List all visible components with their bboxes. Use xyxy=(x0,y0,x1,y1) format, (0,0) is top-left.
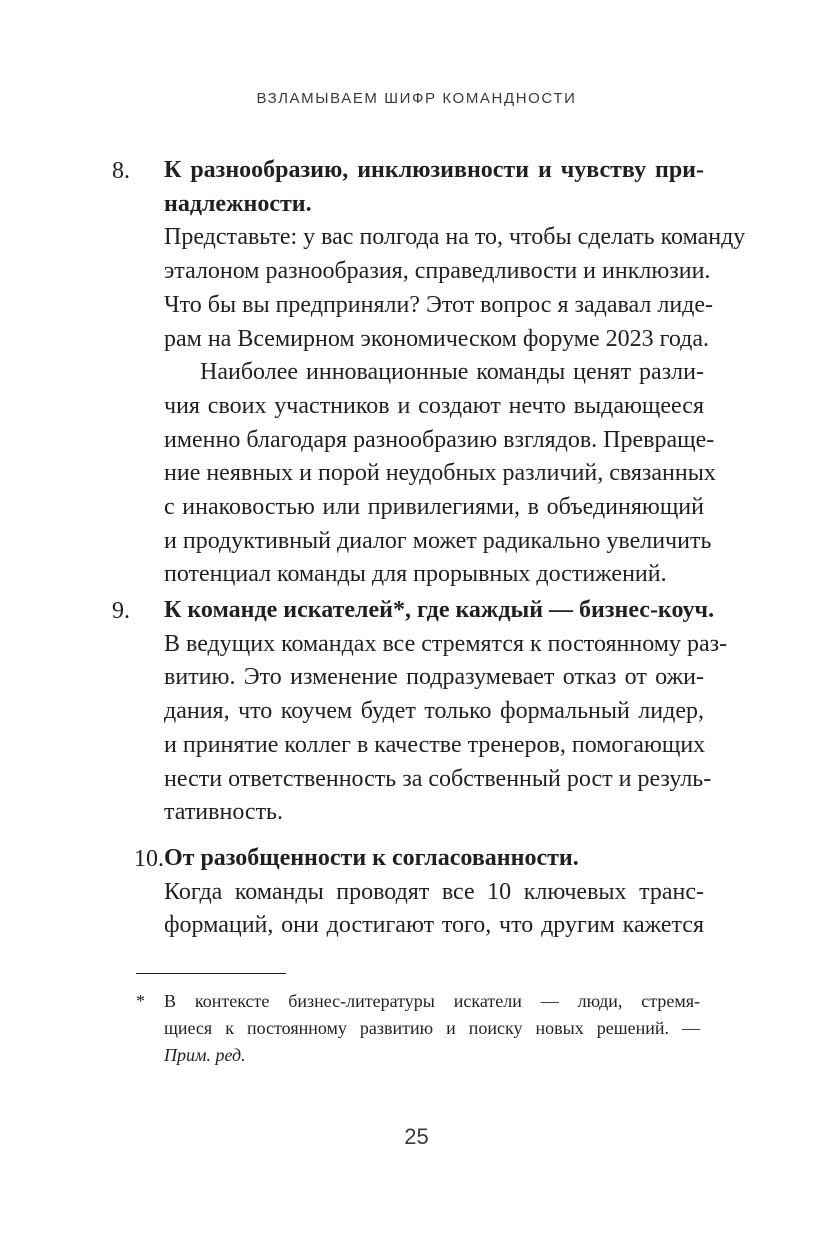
body-line: тативность. xyxy=(164,799,284,826)
body-line: именно благодаря разнообразию взглядов. Превраще- xyxy=(164,426,715,453)
body-line: В ведущих командах все стремятся к постоянному раз- xyxy=(164,630,728,657)
item-number: 10. xyxy=(134,846,164,872)
item-title-line: К команде искателей*, где каждый — бизнес-коуч. xyxy=(164,597,715,623)
body-line: дания, что коучем будет только формальный лидер, xyxy=(164,698,704,725)
body-line: потенциал команды для прорывных достижений. xyxy=(164,561,667,588)
item-body xyxy=(164,842,704,943)
item-title-line: От разобщенности к согласованности. xyxy=(164,845,579,871)
item-body xyxy=(164,594,728,830)
footnote-divider xyxy=(136,973,286,974)
body-line: чия своих участников и создают нечто выдающееся xyxy=(164,392,704,419)
body-line: витию. Это изменение подразумевает отказ от ожи- xyxy=(164,664,704,691)
item-number: 8. xyxy=(112,158,130,184)
body-line: Что бы вы предприняли? Этот вопрос я задавал лиде- xyxy=(164,291,714,318)
footnote-body xyxy=(164,988,700,1069)
footnote-mark: * xyxy=(136,991,145,1011)
body-line: Наиболее инновационные команды ценят разли- xyxy=(200,359,704,386)
footnote-line: щиеся к постоянному развитию и поиску новых решений. — xyxy=(164,1018,700,1038)
body-line: с инаковостью или привилегиями, в объединяющий xyxy=(164,494,704,521)
running-head: ВЗЛАМЫВАЕМ ШИФР КОМАНДНОСТИ xyxy=(256,90,577,107)
footnote-editor-note: Прим. ред. xyxy=(164,1045,246,1065)
page-number: 25 xyxy=(404,1124,429,1149)
footnote-line: В контексте бизнес-литературы искатели — люди, стремя- xyxy=(164,991,700,1011)
footnote xyxy=(136,988,700,1069)
body-line: Представьте: у вас полгода на то, чтобы сделать команду xyxy=(164,224,746,251)
item-title-line: надлежности. xyxy=(164,190,312,217)
body-line: Когда команды проводят все 10 ключевых транс- xyxy=(164,878,704,905)
list-item-8 xyxy=(112,154,746,592)
body-line: и принятие коллег в качестве тренеров, помогающих xyxy=(164,731,706,758)
body-line: нести ответственность за собственный рост и резуль- xyxy=(164,765,712,792)
body-line: рам на Всемирном экономическом форуме 2023 года. xyxy=(164,325,710,352)
item-title-line: К разнообразию, инклюзивности и чувству при- xyxy=(164,157,704,183)
body-line: ние неявных и порой неудобных различий, связанных xyxy=(164,460,716,487)
list-item-10 xyxy=(112,842,704,943)
body-line: формаций, они достигают того, что другим кажется xyxy=(164,912,704,939)
item-body xyxy=(164,154,746,592)
body-line: эталоном разнообразия, справедливости и инклюзии. xyxy=(164,258,711,285)
body-line: и продуктивный диалог может радикально увеличить xyxy=(164,527,712,554)
list-item-9 xyxy=(112,594,728,830)
item-number: 9. xyxy=(112,598,130,624)
